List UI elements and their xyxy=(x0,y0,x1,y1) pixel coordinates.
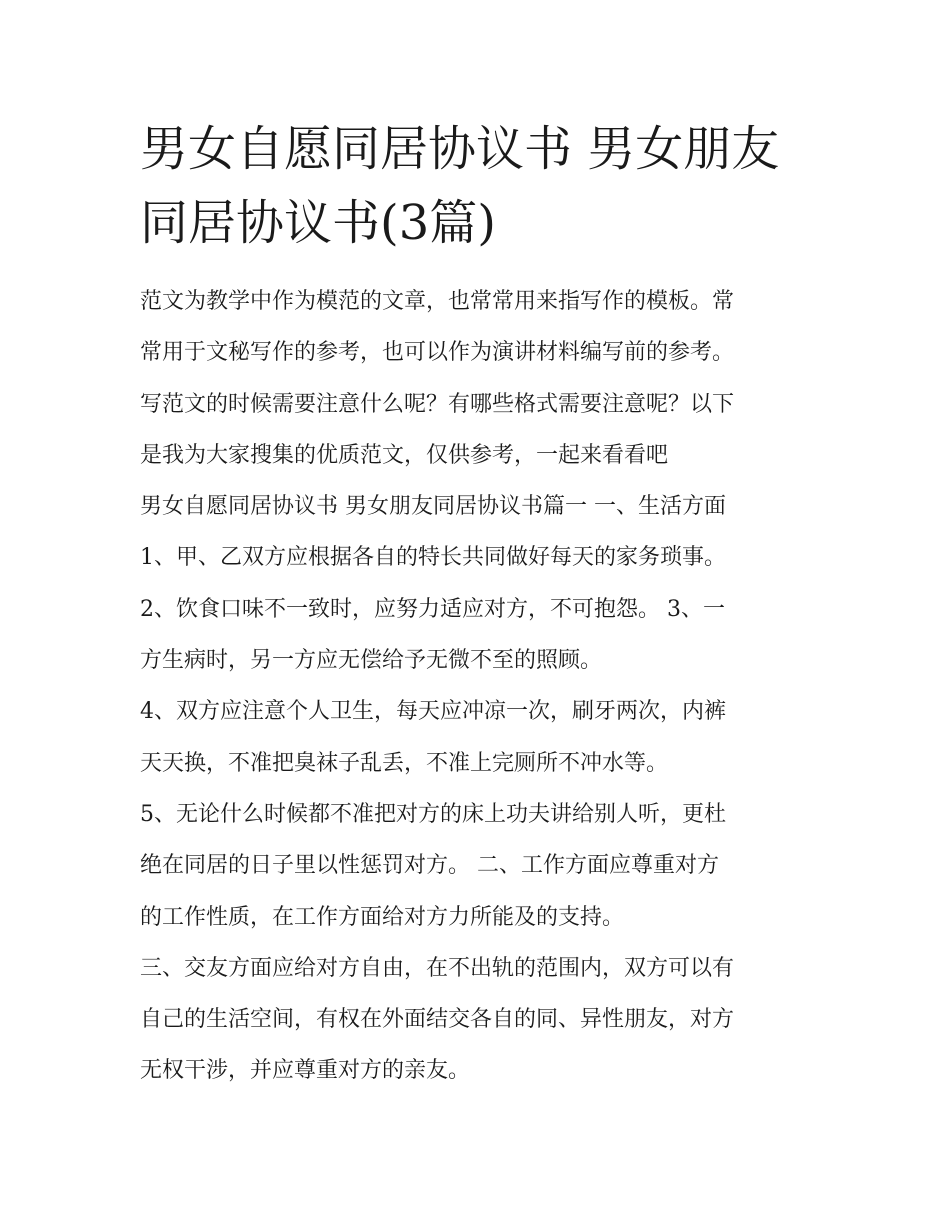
body-line: 天天换，不准把臭袜子乱丢，不准上完厕所不冲水等。 xyxy=(140,750,669,776)
body-line: 写范文的时候需要注意什么呢？有哪些格式需要注意呢？以下 xyxy=(140,391,735,417)
body-line: 三、交友方面应给对方自由，在不出轨的范围内，双方可以有 xyxy=(140,955,735,981)
title-line: 同居协议书(3篇) xyxy=(140,195,496,251)
body-line: 1、甲、乙双方应根据各自的特长共同做好每天的家务琐事。 xyxy=(140,545,726,571)
title-line: 男女自愿同居协议书 男女朋友 xyxy=(140,121,780,177)
body-line: 范文为教学中作为模范的文章，也常常用来指写作的模板。常 xyxy=(140,289,735,314)
body-line: 方生病时，另一方应无偿给予无微不至的照顾。 xyxy=(140,648,603,674)
body-line: 自己的生活空间，有权在外面结交各自的同、异性朋友，对方 xyxy=(140,1007,735,1033)
body-line: 是我为大家搜集的优质范文，仅供参考，一起来看看吧 xyxy=(140,442,669,468)
body-line: 2、饮食口味不一致时，应努力适应对方，不可抱怨。 3、一 xyxy=(140,596,725,622)
body-line: 无权干涉，并应尊重对方的亲友。 xyxy=(140,1058,471,1084)
body-line: 4、双方应注意个人卫生，每天应冲凉一次，刷牙两次，内裤 xyxy=(140,699,726,725)
body-line: 男女自愿同居协议书 男女朋友同居协议书篇一 一、生活方面 xyxy=(140,494,726,520)
document-body xyxy=(140,276,830,1097)
document-title xyxy=(140,112,840,260)
body-line: 的工作性质，在工作方面给对方力所能及的支持。 xyxy=(140,904,625,930)
body-line: 绝在同居的日子里以性惩罚对方。 二、工作方面应尊重对方 xyxy=(140,853,719,879)
body-line: 常用于文秘写作的参考，也可以作为演讲材料编写前的参考。 xyxy=(140,340,735,366)
body-line: 5、无论什么时候都不准把对方的床上功夫讲给别人听，更杜 xyxy=(140,801,726,827)
